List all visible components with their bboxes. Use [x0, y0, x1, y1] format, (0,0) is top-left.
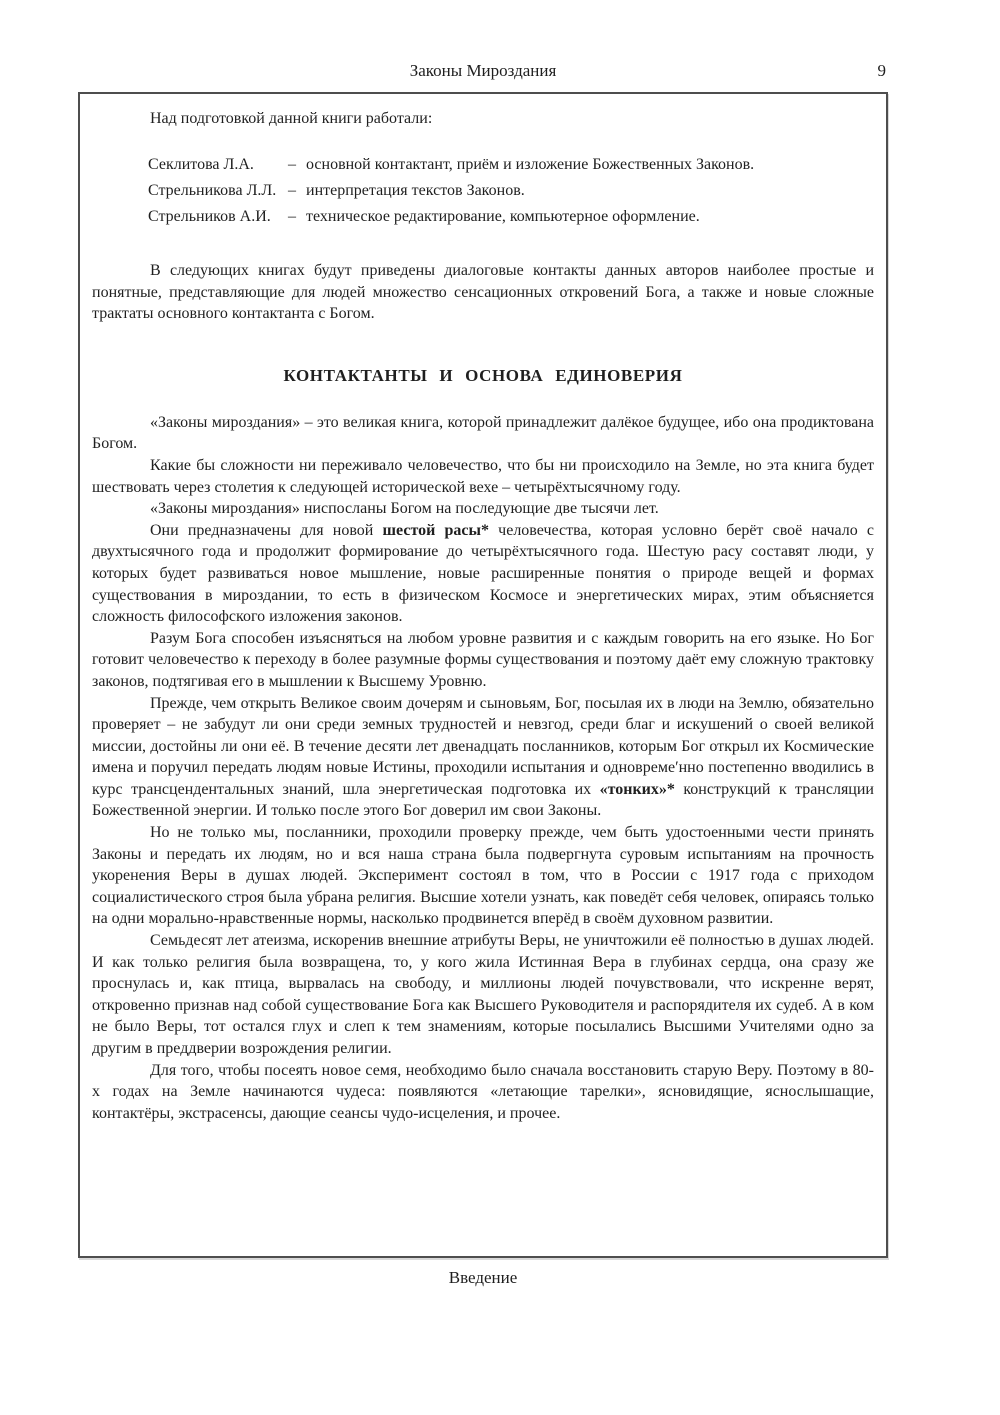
- credit-name: Секлитова Л.А.: [148, 156, 254, 173]
- credit-name: Стрельников А.И.: [148, 208, 271, 225]
- paragraph-2: Какие бы сложности ни переживало человечество, что бы ни происходило на Земле, но эта книга будет шествовать через столетия к следующей исторической вехе – четырёхтысячному году.: [92, 456, 874, 496]
- credit-name: Стрельникова Л.Л.: [148, 182, 277, 199]
- content-box: [78, 92, 888, 1258]
- credit-role: основной контактант, приём и изложение Божественных Законов.: [306, 156, 755, 173]
- workers-intro-line: Над подготовкой данной книги работали:: [150, 110, 433, 127]
- credit-row: [148, 152, 874, 178]
- footer-section-label: Введение: [448, 1268, 518, 1287]
- paragraph-3: «Законы мироздания» ниспосланы Богом на последующие две тысячи лет.: [150, 500, 659, 518]
- paragraph-6: [92, 693, 874, 823]
- credit-role: интерпретация текстов Законов.: [306, 182, 525, 199]
- paragraph-4-segment: Они предназначены для новой: [150, 521, 383, 539]
- paragraph-1: «Законы мироздания» – это великая книга, которой принадлежит далёкое будущее, ибо она продиктована Богом.: [92, 413, 874, 453]
- paragraph-7: Но не только мы, посланники, проходили проверку прежде, чем быть удостоенными чести принять Законы и передать их людям, но и вся наша страна была подвергнута суровым испытаниям на прочность укоренения Веры в душах людей. Эксперимент состоял в том, что в России с 1917 года с приходом социалистического строя была убрана религия. Высшие хотели узнать, как поведёт себя человек, опираясь только на одни морально-нравственные нормы, насколько продвинется вперёд в своём духовном развитии.: [92, 824, 874, 928]
- running-title: Законы Мироздания: [409, 61, 557, 80]
- credit-dash: –: [288, 156, 296, 173]
- announcement-paragraph: В следующих книгах будут приведены диалоговые контакты данных авторов наиболее простые и понятные, представляющие для людей множество сенсационных откровений Бога, а также и новые сложные трактаты основного контактанта с Богом.: [92, 262, 874, 323]
- credit-role: техническое редактирование, компьютерное оформление.: [306, 208, 700, 225]
- running-header: [78, 60, 888, 84]
- paragraph-9: Для того, чтобы посеять новое семя, необходимо было сначала восстановить старую Веру. Поэтому в 80-х годах на Земле начинаются чудеса: появляются «летающие тарелки», ясновидящие, яснослышащие, контактёры, экстрасенсы, дающие сеансы чудо-исцеления, и прочее.: [92, 1061, 874, 1122]
- credits-list: [148, 152, 874, 230]
- paragraph-4: [92, 520, 874, 628]
- page-number: 9: [877, 61, 886, 80]
- paragraph-4-segment: человечества, которая условно берёт своё начало с двухтысячного года и продолжит формирование до четырёхтысячного года. Шестую расу составят люди, у которых будет развиваться новое мышление, новые расширенные понятия о природе вещей и формах существования в мироздании, то есть в физическом Космосе и энергетических мирах, этим объясняется сложность философского изложения законов.: [92, 521, 875, 626]
- paragraph-6-segment: конструкций к трансляции Божественной энергии. И только после этого Бог доверил им свои Законы.: [92, 780, 874, 820]
- section-heading: КОНТАКТАНТЫ И ОСНОВА ЕДИНОВЕРИЯ: [283, 365, 683, 385]
- paragraph-8: Семьдесят лет атеизма, искоренив внешние атрибуты Веры, не уничтожили её полностью в душах людей. И как только религия была возвращена, то, у кого жила Истинная Вера в глубинах сердца, она сразу же проснулась и, как птица, вырвалась на свободу, и миллионы людей почувствовали, что искренне верят, откровенно признав над собой существование Бога как Высшего Руководителя и распорядителя их судеб. А в ком не было Веры, тот остался глух и слеп к тем знамениям, которые посылались Высшими Учителями одно за другим в преддверии возрождения религии.: [92, 932, 874, 1057]
- credit-dash: –: [288, 208, 296, 225]
- credit-row: [148, 204, 874, 230]
- paragraph-6-segment: Прежде, чем открыть Великое своим дочерям и сыновьям, Бог, посылая их в люди на Землю, обязательно проверяет – не забудут ли они среди земных трудностей и невзгод, среди благ и искушений о своей великой миссии, достойны ли они её. В течение десяти лет двенадцать посланников, которым Бог открыл их Космические имена и поручил передать людям новые Истины, проходили испытания и одновреме′нно постепенно вводились в курс трансцендентальных знаний, шла энергетическая подготовка их: [92, 694, 874, 798]
- page-footer: [78, 1267, 888, 1289]
- credit-dash: –: [288, 182, 296, 199]
- credit-row: [148, 178, 874, 204]
- bold-term-subtle-bodies: «тонких»*: [599, 780, 675, 798]
- paragraph-5: Разум Бога способен изъясняться на любом уровне развития и с каждым говорить на его языке. Но Бог готовит человечество к переходу в более разумные формы существования и поэтому даёт ему сложную трактовку законов, подтягивая его в мышлении к Высшему Уровню.: [92, 629, 874, 690]
- bold-term-sixth-race: шестой расы*: [382, 521, 489, 539]
